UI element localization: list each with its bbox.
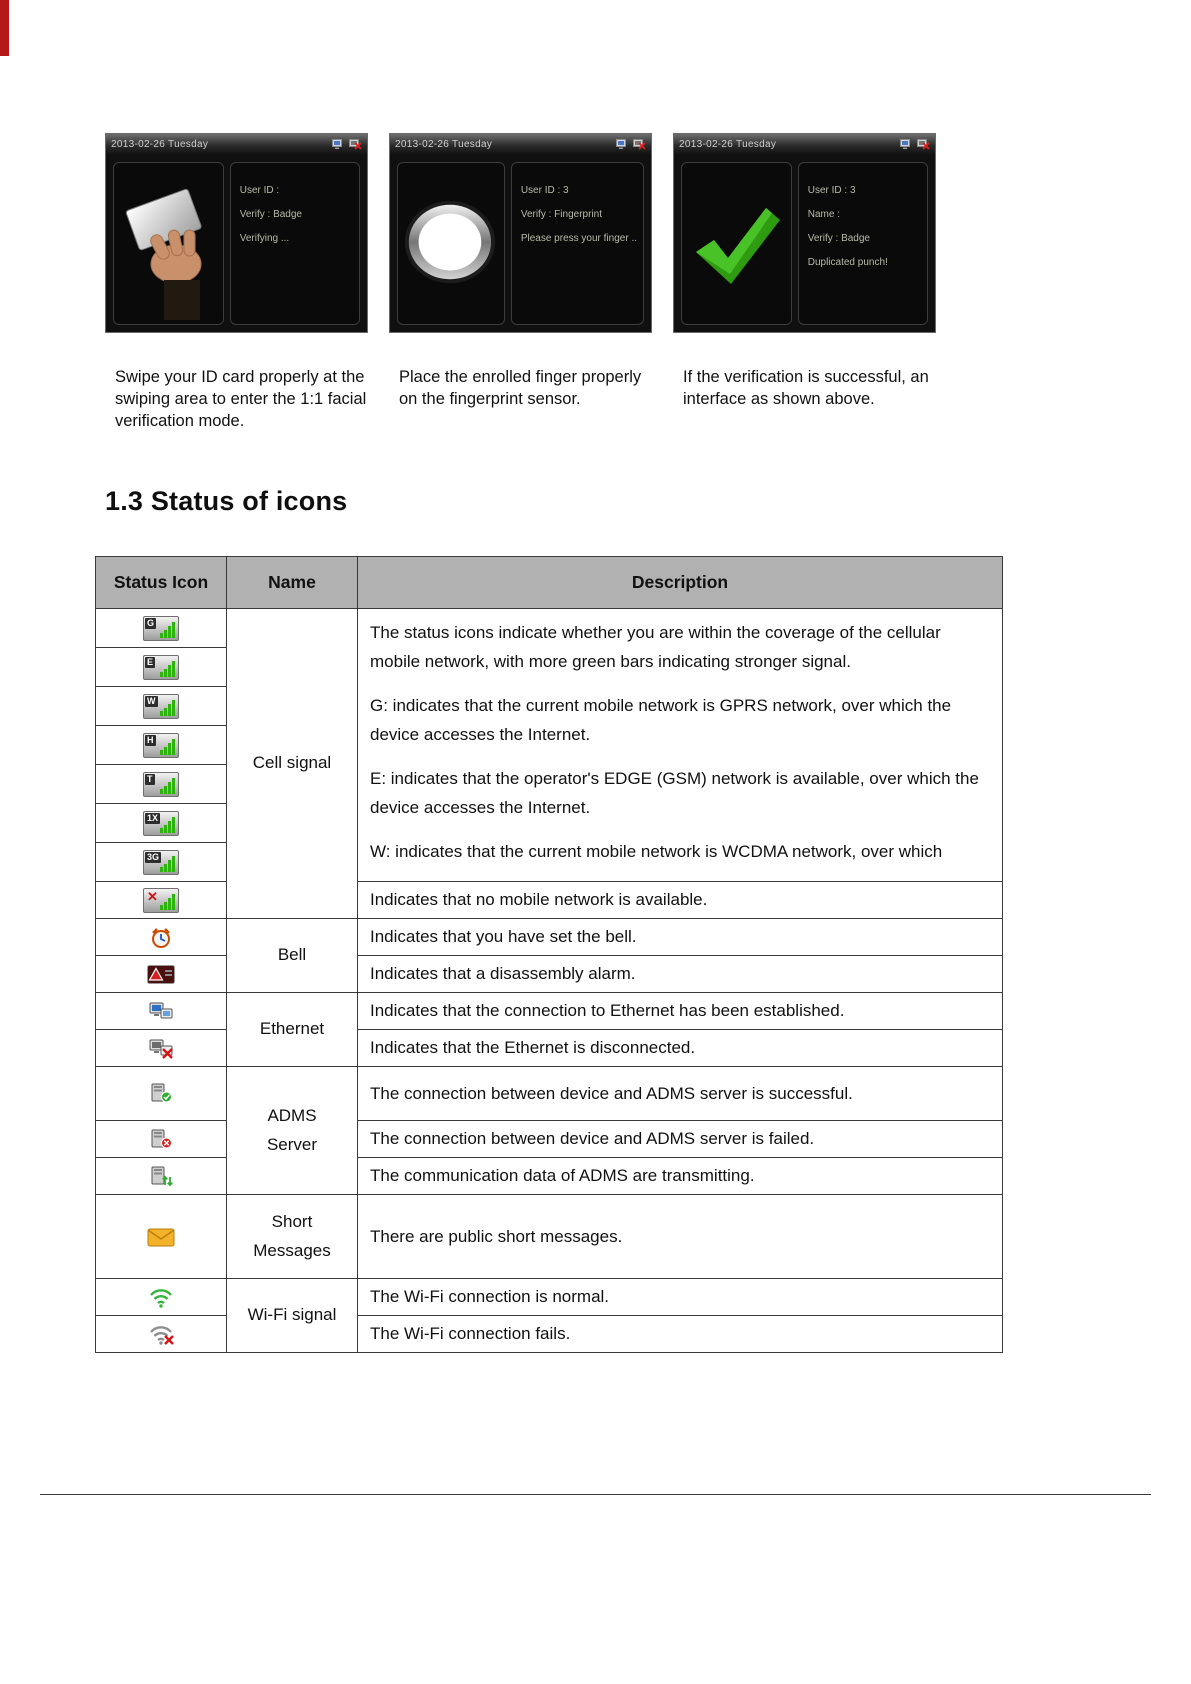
- info-line: User ID : 3: [520, 185, 569, 196]
- signal-bars: [160, 622, 175, 638]
- screen-body: [674, 155, 935, 332]
- group-name-short-messages: Short Messages: [227, 1195, 358, 1279]
- no-network-description: Indicates that no mobile network is available.: [358, 882, 1003, 919]
- screen-status-icons: [332, 139, 362, 150]
- device-screen-badge-verify: [105, 133, 368, 333]
- screen-date: 2013-02-26 Tuesday: [679, 139, 777, 150]
- swipe-card-image: [114, 168, 222, 320]
- row-description: The connection between device and ADMS server is successful.: [358, 1067, 1003, 1121]
- info-line: Verifying ...: [239, 233, 290, 244]
- status-icons-table: [95, 556, 1003, 1353]
- info-line: Verify : Badge: [807, 233, 870, 244]
- table-header-row: [96, 557, 1003, 609]
- info-line: Verify : Fingerprint: [520, 209, 602, 220]
- bell-set-icon: [149, 926, 173, 949]
- cell-signal-1x-icon: 1X: [143, 811, 179, 836]
- signal-bars: [160, 817, 175, 833]
- info-line: Duplicated punch!: [807, 257, 888, 268]
- network-error-icon: [349, 139, 362, 150]
- table-cell: [96, 609, 227, 648]
- row-description: The Wi-Fi connection is normal.: [358, 1279, 1003, 1316]
- network-error-icon: [633, 139, 646, 150]
- section-heading: 1.3 Status of icons: [105, 486, 348, 516]
- table-row: [96, 919, 1003, 956]
- screen-titlebar: [390, 134, 651, 155]
- wifi-connected-icon: [148, 1287, 174, 1308]
- screen-titlebar: [106, 134, 367, 155]
- adms-connected-icon: [149, 1083, 173, 1104]
- info-line: User ID : 3: [807, 185, 856, 196]
- table-cell: [96, 687, 227, 726]
- cell-signal-gprs-icon: G: [143, 616, 179, 641]
- table-row: [96, 609, 1003, 648]
- screen-date: 2013-02-26 Tuesday: [111, 139, 209, 150]
- description-paragraph: W: indicates that the current mobile network is WCDMA network, over which: [370, 842, 943, 861]
- caption-fingerprint: Place the enrolled finger properly on the fingerprint sensor.: [399, 368, 642, 408]
- screen-info-panel: [511, 162, 644, 325]
- table-cell: [96, 956, 227, 993]
- row-description: Indicates that the connection to Ethernet has been established.: [358, 993, 1003, 1030]
- cell-signal-edge-icon: E: [143, 655, 179, 680]
- screen-titlebar: [674, 134, 935, 155]
- network-error-icon: [917, 139, 930, 150]
- table-cell: [96, 1067, 227, 1121]
- col-header-description: Description: [358, 557, 1003, 609]
- info-line: Verify : Badge: [239, 209, 302, 220]
- short-message-icon: [147, 1228, 175, 1247]
- description-paragraph: The status icons indicate whether you are within the coverage of the cellular mobile network, with more green bars indicating stronger signal.: [370, 623, 941, 671]
- signal-bars: [160, 894, 175, 910]
- cell-signal-none-icon: ✕: [143, 888, 179, 913]
- screen-body: [106, 155, 367, 332]
- cell-signal-description: [358, 609, 1003, 882]
- group-name-adms: ADMS Server: [227, 1067, 358, 1195]
- row-description: Indicates that the Ethernet is disconnected.: [358, 1030, 1003, 1067]
- table-cell: [96, 648, 227, 687]
- table-cell: [96, 1279, 227, 1316]
- device-screen-fingerprint-verify: [389, 133, 652, 333]
- adms-transmitting-icon: [149, 1166, 173, 1187]
- cell-signal-3g-icon: 3G: [143, 850, 179, 875]
- screen-captions: [105, 366, 965, 432]
- cell-signal-hspa-icon: H: [143, 733, 179, 758]
- table-cell: [96, 1195, 227, 1279]
- table-cell: [96, 1121, 227, 1158]
- success-checkmark-image: [686, 198, 786, 290]
- group-name-ethernet: Ethernet: [227, 993, 358, 1067]
- row-description: The connection between device and ADMS server is failed.: [358, 1121, 1003, 1158]
- ethernet-connected-icon: [148, 1001, 174, 1022]
- screen-body: [390, 155, 651, 332]
- fingerprint-sensor-image: [398, 169, 504, 319]
- row-description: The communication data of ADMS are transmitting.: [358, 1158, 1003, 1195]
- ethernet-disconnected-icon: [148, 1038, 174, 1059]
- screen-info-panel: [798, 162, 928, 325]
- cell-signal-td-icon: T: [143, 772, 179, 797]
- description-paragraph: E: indicates that the operator's EDGE (GSM) network is available, over which the device accesses the Internet.: [370, 769, 979, 817]
- table-cell: [96, 882, 227, 919]
- signal-bars: [160, 778, 175, 794]
- device-screen-verify-success: [673, 133, 936, 333]
- table-row: [96, 993, 1003, 1030]
- table-cell: [96, 993, 227, 1030]
- col-header-name: Name: [227, 557, 358, 609]
- cell-signal-wcdma-icon: W: [143, 694, 179, 719]
- info-line: User ID :: [239, 185, 280, 196]
- table-cell: [96, 1158, 227, 1195]
- disassembly-alarm-icon: [147, 965, 175, 984]
- screen-info-panel: [230, 162, 360, 325]
- group-name-bell: Bell: [227, 919, 358, 993]
- table-cell: [96, 843, 227, 882]
- wifi-failed-icon: [148, 1324, 174, 1345]
- adms-failed-icon: [149, 1129, 173, 1150]
- table-cell: [96, 804, 227, 843]
- signal-bars: [160, 661, 175, 677]
- row-description: There are public short messages.: [358, 1195, 1003, 1279]
- row-description: The Wi-Fi connection fails.: [358, 1316, 1003, 1353]
- signal-bars: [160, 856, 175, 872]
- info-line: Please press your finger ..: [520, 233, 637, 244]
- table-cell: [96, 1030, 227, 1067]
- table-row: [96, 1279, 1003, 1316]
- screen-status-icons: [900, 139, 930, 150]
- screen-image-panel: [113, 162, 224, 325]
- ethernet-status-icon: [332, 139, 345, 150]
- table-cell: [96, 726, 227, 765]
- row-description: Indicates that you have set the bell.: [358, 919, 1003, 956]
- signal-bars: [160, 739, 175, 755]
- screen-image-panel: [397, 162, 505, 325]
- screen-date: 2013-02-26 Tuesday: [395, 139, 493, 150]
- device-screens: [105, 133, 936, 333]
- screen-status-icons: [616, 139, 646, 150]
- table-row: [96, 1195, 1003, 1279]
- signal-bars: [160, 700, 175, 716]
- ethernet-status-icon: [616, 139, 629, 150]
- page-corner-ribbon: [0, 0, 9, 56]
- table-cell: [96, 765, 227, 804]
- group-name-wifi: Wi-Fi signal: [227, 1279, 358, 1353]
- footer-divider: [40, 1494, 1151, 1495]
- table-cell: [96, 1316, 227, 1353]
- table-cell: [96, 919, 227, 956]
- info-line: Name :: [807, 209, 840, 220]
- ethernet-status-icon: [900, 139, 913, 150]
- table-row: [96, 1067, 1003, 1121]
- col-header-status-icon: Status Icon: [96, 557, 227, 609]
- row-description: Indicates that a disassembly alarm.: [358, 956, 1003, 993]
- description-paragraph: G: indicates that the current mobile network is GPRS network, over which the device accesses the Internet.: [370, 696, 952, 744]
- group-name-cell-signal: Cell signal: [227, 609, 358, 919]
- screen-image-panel: [681, 162, 792, 325]
- caption-success: If the verification is successful, an interface as shown above.: [683, 368, 929, 408]
- caption-swipe-card: Swipe your ID card properly at the swiping area to enter the 1:1 facial verification mode.: [115, 368, 367, 430]
